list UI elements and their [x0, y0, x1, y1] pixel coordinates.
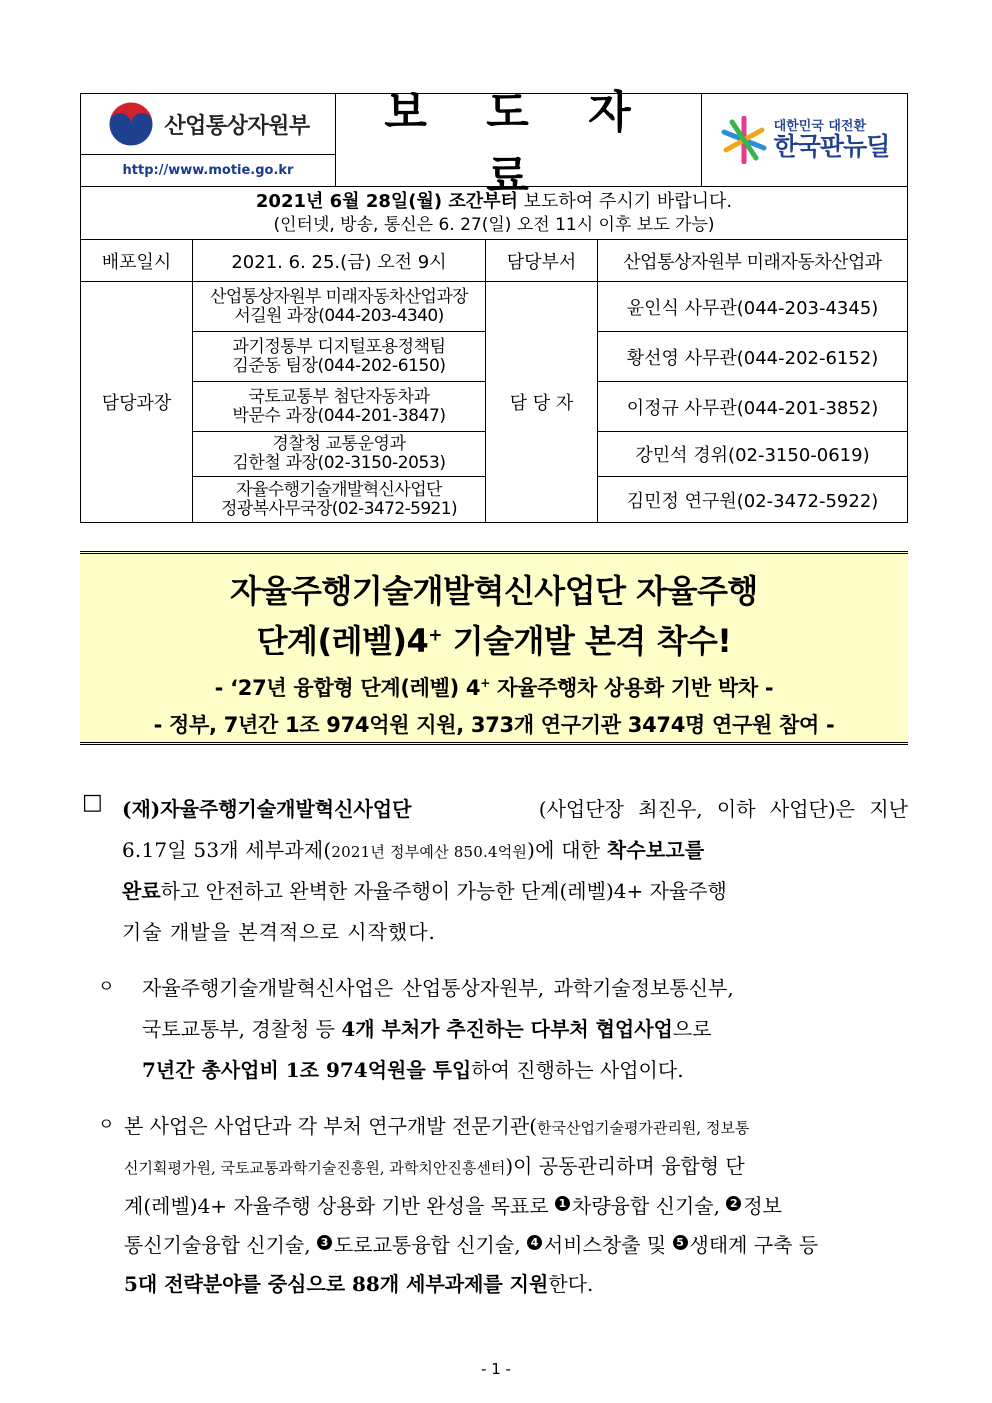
- p1-line3-rest: 하고 안전하고 완벽한 자율주행이 가능한 단계(레벨)4+ 자율주행: [160, 879, 727, 903]
- embargo-date: 2021년 6월 28일(월) 조간부터: [255, 191, 518, 212]
- p3-line4: [124, 1229, 818, 1258]
- new-deal-tagline: 대한민국 대전환: [773, 119, 867, 135]
- number-2-icon: 2: [726, 1196, 741, 1211]
- new-deal-logo-cell: [702, 94, 907, 186]
- taeguk-emblem-icon: [106, 99, 156, 149]
- press-header-table: [80, 87, 908, 523]
- p2-line2-a: 국토교통부, 경찰청 등: [142, 1017, 342, 1041]
- manager-row: [193, 381, 486, 431]
- p1-line2-budget: 2021년 정부예산 850.4억원: [331, 843, 528, 861]
- page-number: - 1 -: [481, 1360, 511, 1378]
- manager-org: 국토교통부 첨단자동차과: [248, 386, 430, 407]
- manager-name: 서길원 과장(044-203-4340): [234, 305, 444, 326]
- manager-org: 산업통상자원부 미래자동차산업과장: [210, 286, 468, 307]
- embargo-text: 보도하여 주시기 바랍니다.: [517, 191, 733, 212]
- dept-value: 산업통상자원부 미래자동차산업과: [598, 239, 907, 281]
- p3-line3: [124, 1190, 782, 1219]
- manager-org: 과기정통부 디지털포용정책팀: [232, 336, 446, 357]
- embargo-cell: [81, 186, 907, 239]
- p1-line1-rest: (사업단장 최진우, 이하 사업단)은 지난: [538, 797, 908, 821]
- ministry-name: 산업통상자원부: [164, 113, 310, 139]
- ministry-logo-cell: [81, 94, 336, 154]
- subheadline-1-a: - ‘27년 융합형 단계(레벨) 4: [214, 676, 481, 700]
- staff-contact: 김민정 연구원(02-3472-5922): [598, 476, 907, 522]
- number-3-icon: 3: [317, 1235, 332, 1250]
- sub-bullet: ㅇ: [98, 1115, 115, 1135]
- ministry-url-cell: [81, 154, 336, 186]
- staff-contact: 강민석 경위(02-3150-0619): [598, 431, 907, 476]
- p1-line2: [122, 834, 704, 863]
- manager-org: 자율수행기술개발혁신사업단: [236, 479, 442, 500]
- sub-bullet: ㅇ: [98, 977, 115, 997]
- manager-row: [193, 281, 486, 331]
- p2-line2: [142, 1013, 712, 1042]
- p3-line5: [124, 1268, 593, 1297]
- p3-line2: [124, 1150, 745, 1179]
- staff-contact: 황선영 사무관(044-202-6152): [598, 331, 907, 381]
- p2-line1: 자율주행기술개발혁신사업은 산업통상자원부, 과학기술정보통신부,: [142, 976, 734, 1000]
- dept-label: 담당부서: [486, 239, 598, 281]
- p2-line2-b: 으로: [672, 1017, 712, 1041]
- press-title: 보 도 자 료: [384, 87, 653, 202]
- p3-line1: [124, 1110, 749, 1139]
- p3-line3-c: 정보: [743, 1194, 782, 1218]
- p1-line3-bold: 완료: [122, 879, 161, 903]
- p3-line1-a: 본 사업은 사업단과 각 부처 연구개발 전문기관(: [124, 1114, 538, 1138]
- p1-line2-bold: 착수보고를: [606, 838, 705, 862]
- p3-line5-bold: 5대 전략분야를 중심으로 88개 세부과제를 지원: [124, 1272, 549, 1296]
- p1-line1: [122, 793, 908, 822]
- manager-name: 박문수 과장(044-201-3847): [232, 405, 446, 426]
- p3-line1-agencies: 한국산업기술평가관리원, 정보통: [537, 1119, 750, 1137]
- p3-line4-b: 도로교통융합 신기술,: [333, 1233, 527, 1257]
- subheadline-1: [80, 672, 908, 702]
- manager-name: 김한철 과장(02-3150-2053): [232, 453, 446, 473]
- number-5-icon: 5: [673, 1235, 688, 1250]
- press-title-cell: [336, 87, 702, 202]
- staff-contact: 이정규 사무관(044-201-3852): [598, 381, 907, 431]
- subheadline-1-b: 자율주행차 상용화 기반 박차 -: [490, 676, 774, 700]
- manager-row: [193, 331, 486, 381]
- p2-line2-bold: 4개 부처가 추진하는 다부처 협업사업: [341, 1017, 673, 1041]
- new-deal-name: 한국판뉴딜: [773, 131, 890, 161]
- release-value: 2021. 6. 25.(금) 오전 9시: [193, 239, 486, 281]
- p3-line5-rest: 한다.: [548, 1272, 594, 1296]
- p3-line3-a: 계(레벨)4+ 자율주행 상용화 기반 완성을 목표로: [124, 1194, 555, 1218]
- p1-line2-a: 6.17일 53개 세부과제(: [122, 838, 332, 862]
- p3-line4-a: 통신기술융합 신기술,: [124, 1233, 317, 1257]
- p2-line3-rest: 하여 진행하는 사업이다.: [471, 1058, 684, 1082]
- manager-row: [193, 476, 486, 522]
- p2-line3-bold: 7년간 총사업비 1조 974억원을 투입: [142, 1058, 472, 1082]
- headline-line2: [80, 616, 908, 662]
- p3-line2-b: )이 공동관리하며 융합형 단: [505, 1154, 745, 1178]
- manager-label: 담당과장: [81, 281, 193, 522]
- staff-label: 담 당 자: [486, 281, 598, 522]
- headline-line2-a: 단계(레벨)4: [256, 622, 429, 660]
- p1-bold-org: (재)자율주행기술개발혁신사업단: [122, 797, 412, 821]
- p1-line3: [122, 875, 727, 904]
- square-bullet: □: [82, 790, 103, 815]
- number-4-icon: 4: [527, 1235, 542, 1250]
- headline-line2-b: 기술개발 본격 착수!: [442, 622, 732, 660]
- new-deal-star-icon: [720, 116, 768, 164]
- manager-name: 정광복사무국장(02-3472-5921): [220, 498, 458, 519]
- p1-line2-b: )에 대한: [527, 838, 607, 862]
- headline-line1: 자율주행기술개발혁신사업단 자율주행: [230, 572, 758, 610]
- number-1-icon: 1: [555, 1196, 570, 1211]
- staff-contact: 윤인식 사무관(044-203-4345): [598, 281, 907, 331]
- p3-line4-c: 서비스창출 및: [543, 1233, 673, 1257]
- p2-line3: [142, 1054, 684, 1083]
- p1-line4: 기술 개발을 본격적으로 시작했다.: [122, 920, 436, 944]
- subheadline-sup: +: [480, 676, 490, 690]
- headline-sup: +: [428, 625, 443, 646]
- p3-line2-agencies: 신기획평가원, 국토교통과학기술진흥원, 과학치안진흥센터: [124, 1159, 506, 1177]
- manager-name: 김준동 팀장(044-202-6150): [232, 355, 446, 376]
- p3-line4-d: 생태계 구축 등: [689, 1233, 819, 1257]
- ministry-url-link[interactable]: http://www.motie.go.kr: [122, 163, 294, 178]
- release-label: 배포일시: [81, 239, 193, 281]
- embargo-note: (인터넷, 방송, 통신은 6. 27(일) 오전 11시 이후 보도 가능): [273, 215, 715, 235]
- manager-org: 경찰청 교통운영과: [272, 434, 406, 454]
- p3-line3-b: 차량융합 신기술,: [572, 1194, 727, 1218]
- manager-row: [193, 431, 486, 476]
- subheadline-2: - 정부, 7년간 1조 974억원 지원, 373개 연구기관 3474명 연구원 참여 -: [153, 713, 835, 737]
- headline-box: [80, 551, 908, 745]
